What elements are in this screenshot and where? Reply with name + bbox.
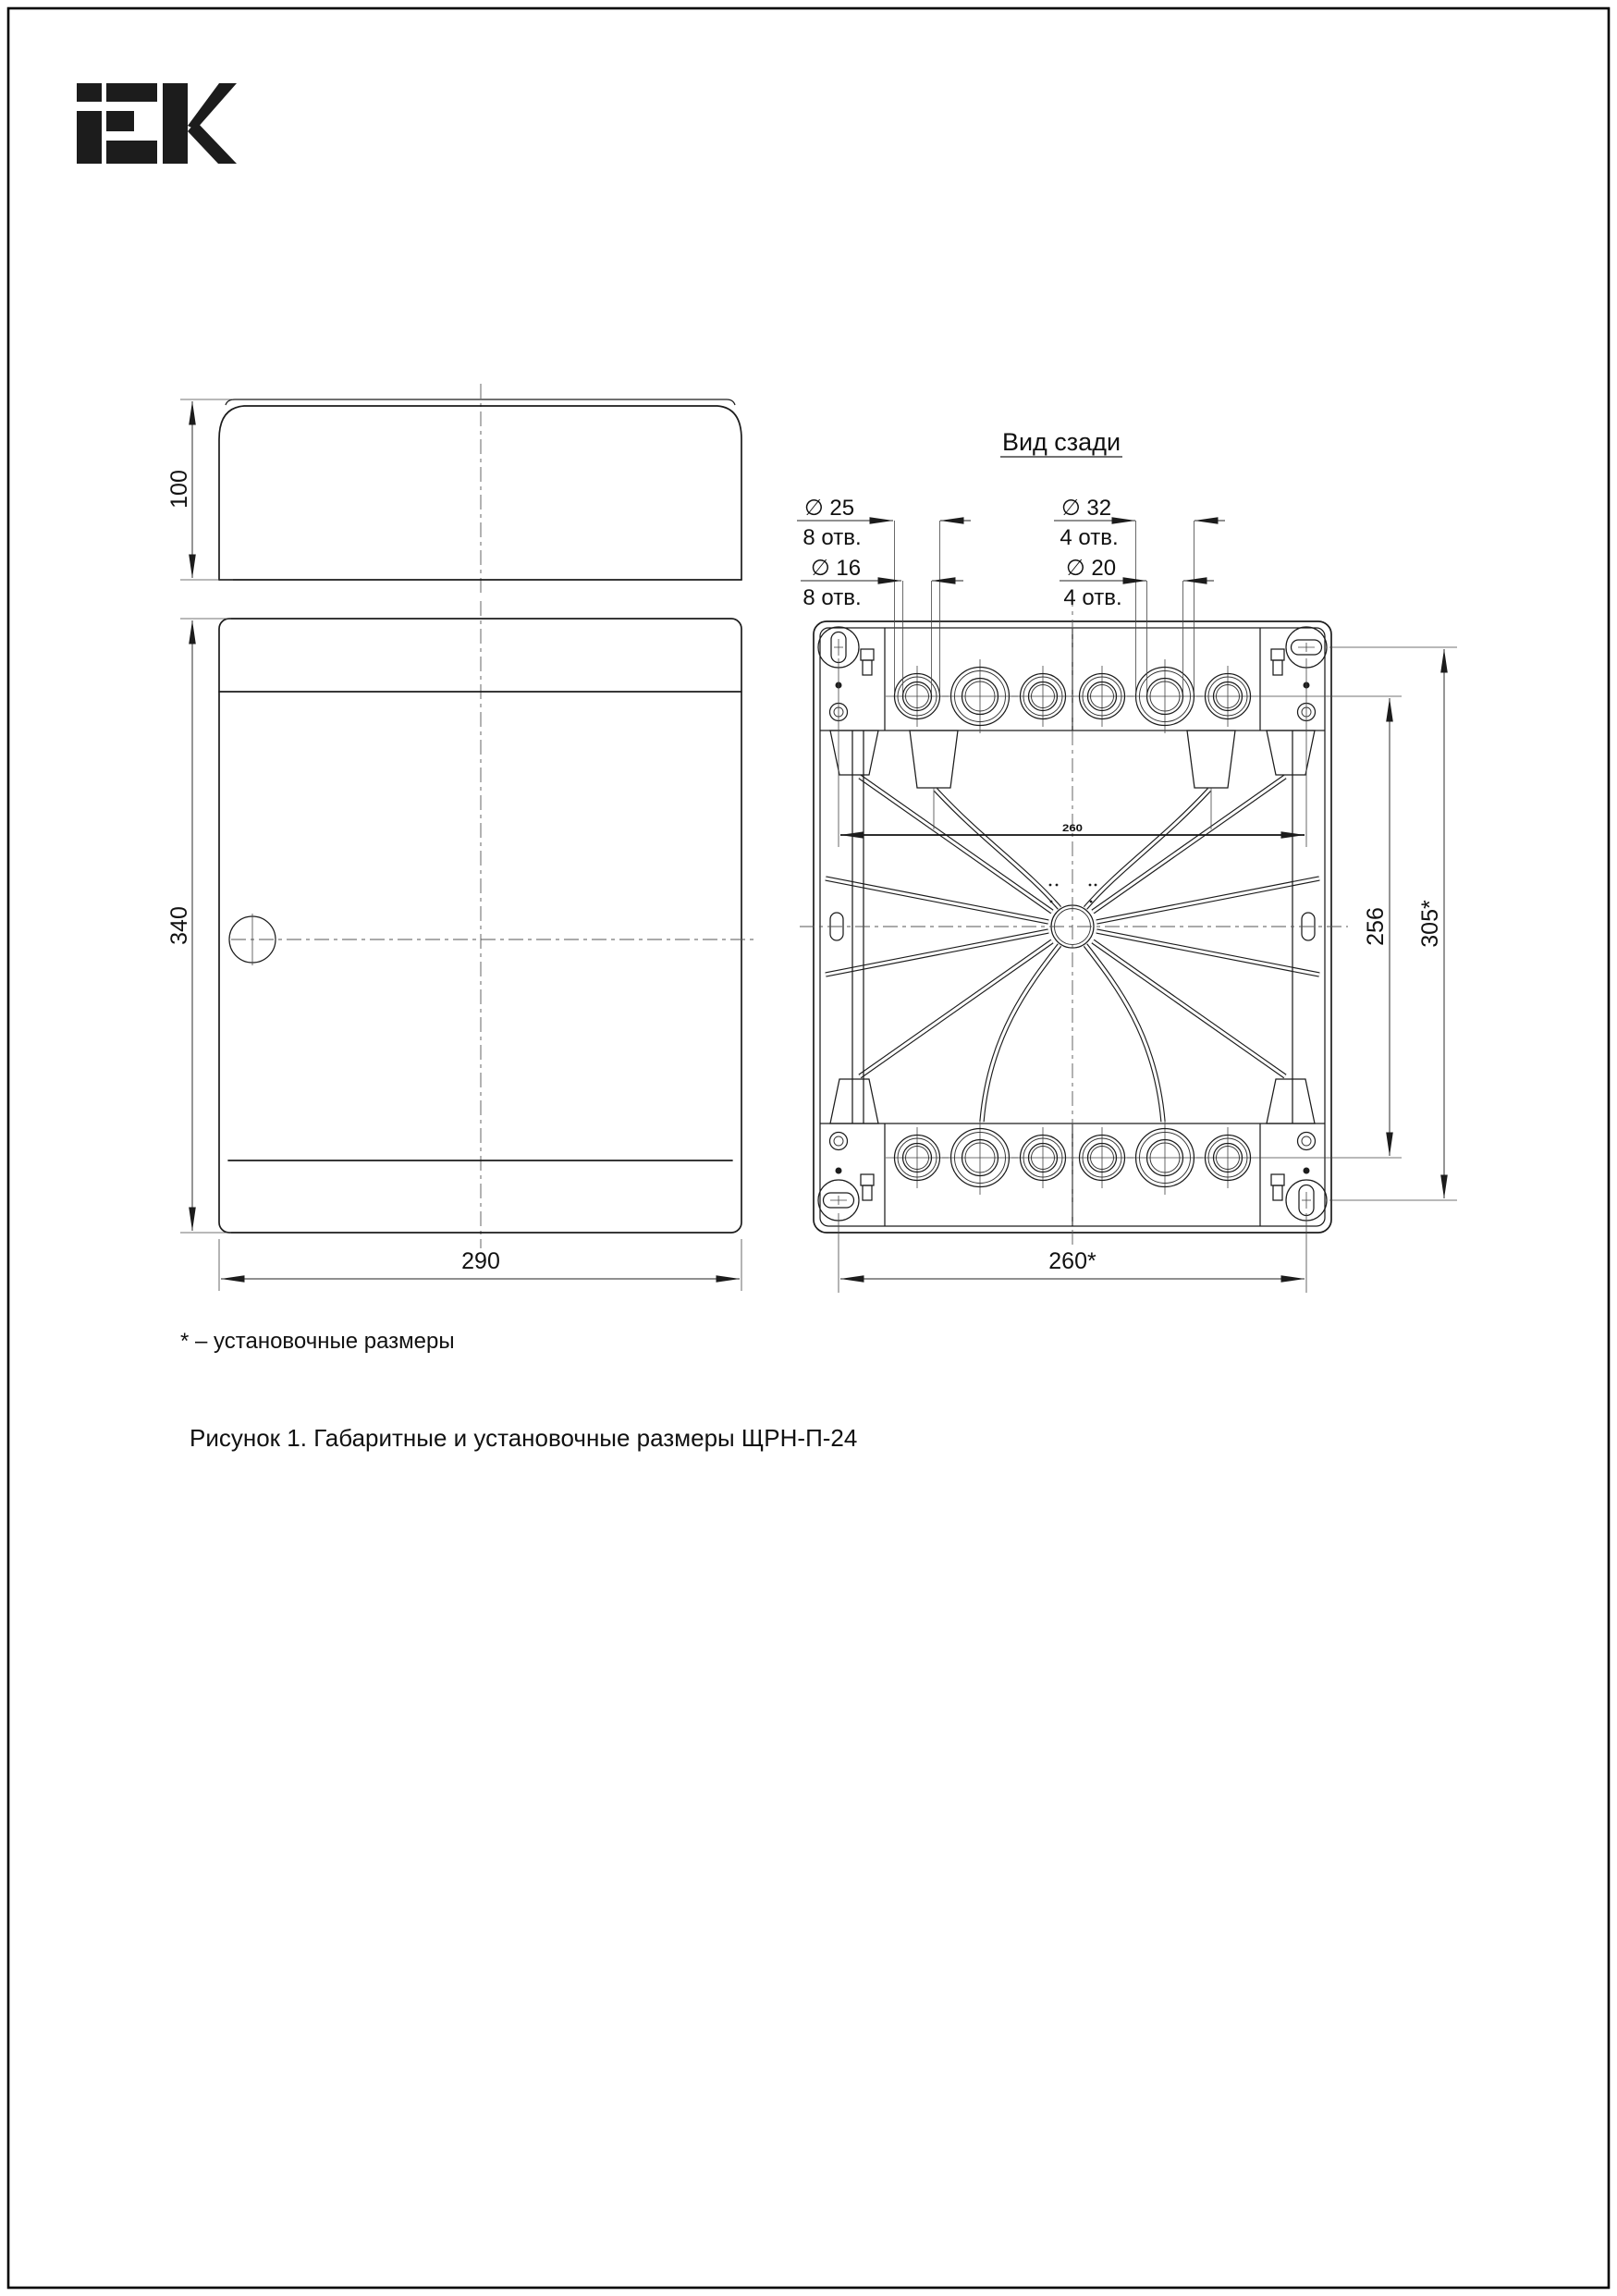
knockout-small	[1071, 666, 1133, 727]
page-border	[8, 8, 1609, 2288]
knockout-small	[886, 666, 949, 727]
corner-taper	[830, 731, 878, 775]
dim-front-width	[219, 1239, 741, 1291]
knockout-small	[1196, 666, 1259, 727]
din-clip	[861, 1174, 874, 1200]
mold-dot	[1089, 884, 1092, 887]
dim-front-height	[166, 619, 231, 1233]
dimension-label: 100	[166, 470, 192, 509]
din-clip	[1271, 649, 1284, 675]
logo-e-bar	[106, 111, 134, 131]
dimension-label: 340	[166, 906, 192, 945]
side-view-outline	[219, 406, 741, 580]
rib	[1085, 945, 1163, 1122]
dim-side-height	[166, 399, 233, 580]
dimension-label: 260*	[1048, 1248, 1096, 1274]
figure-caption: Рисунок 1. Габаритные и установочные размеры ЩРН-П-24	[190, 1424, 858, 1452]
callout-count: 4 отв.	[1063, 585, 1122, 610]
screw-hole	[1298, 1133, 1316, 1150]
dimension-label: 305*	[1417, 900, 1443, 948]
corner-taper	[830, 1079, 878, 1123]
side-view-lid-line	[226, 399, 735, 405]
rib	[982, 945, 1060, 1122]
corner-taper	[1267, 1079, 1315, 1123]
rear-view-title: Вид сзади	[1001, 428, 1121, 456]
logo-e-bar	[106, 83, 157, 102]
knockout-large	[1127, 659, 1203, 733]
dim-mount-height	[1329, 647, 1457, 1200]
front-view-outline	[219, 619, 741, 1233]
callout-diameter: ∅ 20	[1065, 556, 1117, 581]
knockout-small	[1071, 1127, 1133, 1188]
knockout-small	[886, 1127, 949, 1188]
dim-knockout-rows	[1259, 696, 1402, 1158]
mold-dot	[1049, 884, 1052, 887]
din-clip	[861, 649, 874, 675]
knockout-large	[1127, 1121, 1203, 1195]
mold-dot	[1056, 884, 1059, 887]
callout-dia-20	[1060, 556, 1214, 694]
screw-hole	[830, 1133, 848, 1150]
dimension-label: 260	[1062, 823, 1083, 834]
corner-taper	[1267, 731, 1315, 775]
mount-bracket	[1187, 731, 1235, 788]
din-clip	[1271, 1174, 1284, 1200]
dimension-label: 290	[461, 1248, 500, 1274]
pilot-dot	[836, 1168, 842, 1174]
callout-count: 8 отв.	[802, 585, 862, 610]
knockout-large	[942, 1121, 1018, 1195]
callout-diameter: ∅ 32	[1060, 496, 1112, 521]
iek-logo	[77, 83, 237, 164]
mold-dot	[1095, 884, 1097, 887]
logo-i-dot	[77, 83, 102, 102]
callout-dia-16	[801, 556, 963, 694]
callout-count: 8 отв.	[802, 525, 862, 550]
footnote: * – установочные размеры	[180, 1329, 455, 1354]
rib-inner	[982, 945, 1060, 1122]
front-view	[166, 601, 754, 1291]
rib-inner	[1085, 945, 1163, 1122]
mount-bracket	[910, 731, 958, 788]
logo-e-bar	[106, 141, 157, 164]
pilot-dot	[1304, 1168, 1310, 1174]
knockout-small	[1196, 1127, 1259, 1188]
mold-dot	[1050, 901, 1053, 903]
rear-view	[797, 428, 1457, 1293]
knockout-small	[1011, 1127, 1074, 1188]
knockout-small	[1011, 666, 1074, 727]
logo-i-stem	[77, 111, 102, 164]
callout-diameter: ∅ 25	[803, 496, 855, 521]
side-view	[166, 384, 741, 596]
knockout-large	[942, 659, 1018, 733]
logo-k-arm	[188, 121, 237, 164]
logo-k-stem	[163, 83, 188, 164]
dimension-label: 256	[1363, 907, 1389, 946]
callout-count: 4 отв.	[1060, 525, 1119, 550]
mold-dot	[1090, 901, 1093, 903]
callout-diameter: ∅ 16	[810, 556, 862, 581]
